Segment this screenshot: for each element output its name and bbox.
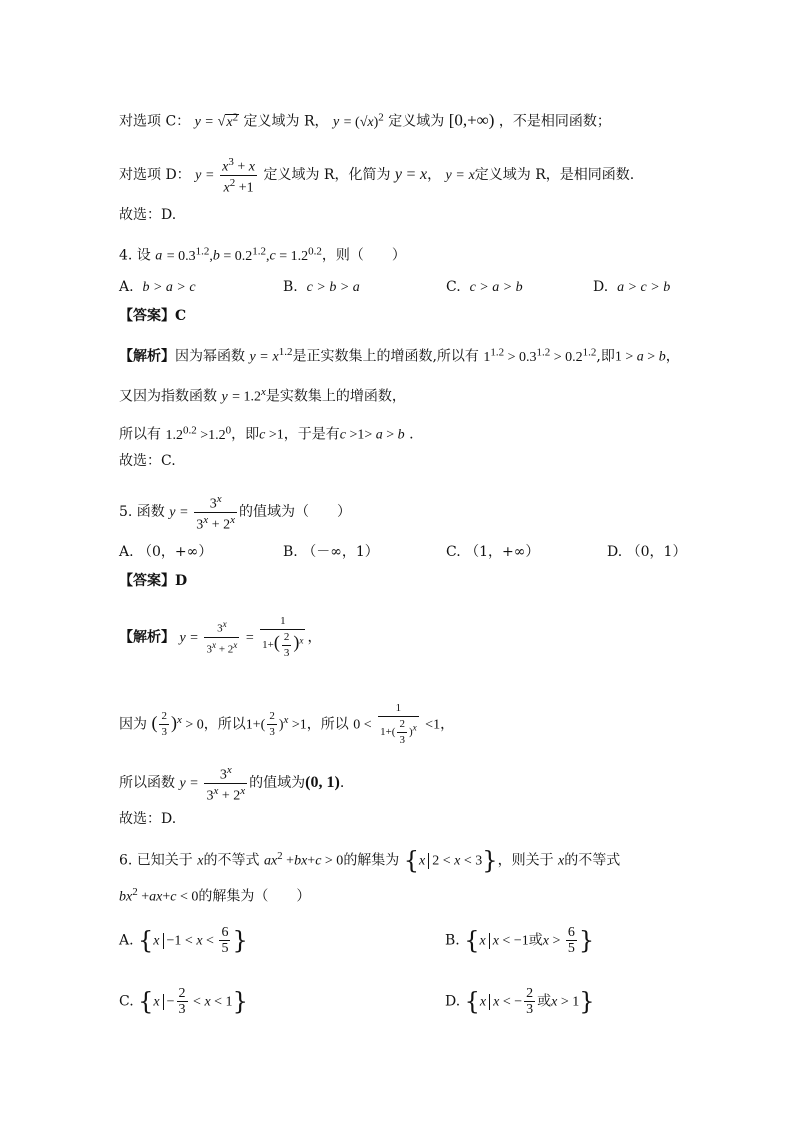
q6-option-c: C. {x − $\frac{2}{3}$ < x < 1} bbox=[119, 986, 248, 1017]
q3-option-d-domain1: 定义域为 R，化简为 bbox=[263, 167, 391, 184]
q5-number: 5. 函数 bbox=[119, 504, 165, 521]
q6-line1-c: 的解集为 bbox=[343, 852, 400, 869]
q5-analysis-line3: 所以函数 y = $\frac{3^x}{3^x + 2^x}$ 的值域为(0, 1). bbox=[119, 764, 345, 804]
q6-option-a: A. {x −1 < x < $\frac{6}{5}$ } bbox=[119, 925, 248, 956]
q4-option-b bbox=[283, 276, 360, 299]
q4-option-d-text: a > c > b bbox=[617, 280, 671, 295]
q5-option-c bbox=[446, 541, 539, 563]
q5-because: 因为 bbox=[119, 716, 147, 733]
q6-stem-line1: 6. 已知关于 x的不等式 $ax^2 +bx+c > 0$的解集为 {x 2 < x < 3}，则关于 x的不等式 bbox=[119, 846, 621, 875]
q5-analysis-frac4: $\frac{3^x}{3^x + 2^x}$ bbox=[206, 764, 246, 804]
q6-option-d-or: 或 bbox=[537, 993, 552, 1010]
q4-option-b-letter: B. bbox=[283, 279, 298, 295]
q4-analysis1-a: 因为幂函数 bbox=[175, 348, 245, 365]
q5-analysis-frac3: 1 1+( $\frac{2}{3}$ )$^x$ bbox=[380, 702, 417, 746]
q6-line1-a: 6. 已知关于 bbox=[119, 852, 193, 869]
q3-option-d-prefix: 对选项 D： bbox=[119, 167, 191, 184]
q4-option-b-text: c > b > a bbox=[306, 280, 360, 295]
q6-line2-b: 的解集为（ ） bbox=[198, 888, 311, 905]
q5-so-func: 所以函数 bbox=[119, 775, 175, 792]
q5-fraction: $\frac{3^x}{3^x + 2^x}$ bbox=[196, 493, 235, 533]
q6-option-d-letter: D. bbox=[445, 993, 461, 1010]
q4-analysis2-b: 是实数集上的增函数， bbox=[265, 388, 406, 405]
q4-analysis-line1: 【解析】因为幂函数 $y = x^{1.2}$是正实数集上的增函数,所以有 $1^{1.2} > 0.3^{1.2} > 0.2^{1.2}$,即1 > a > b， bbox=[119, 346, 680, 365]
q4-analysis-line2: 又因为指数函数 $y = 1.2^x$是实数集上的增函数， bbox=[119, 386, 406, 405]
q3-option-c-prefix: 对选项 C： bbox=[119, 113, 191, 130]
q5-option-c-letter: C. bbox=[446, 544, 461, 560]
q4-analysis-line3: 所以有 $1.2^{0.2} >1.2^0$，即c >1，于是有c >1> a > b . bbox=[119, 424, 414, 443]
q5-range-value: (0, 1) bbox=[305, 774, 340, 792]
q6-stem-line2: $bx^2 +ax+c < 0$的解集为（ ） bbox=[119, 886, 311, 905]
q5-option-a-letter: A. bbox=[119, 544, 134, 560]
q3-option-d-line: 对选项 D： y = $\frac{x^3 + x}{x^2 +1}$ 定义域为 R，化简为 y = x， y = x定义域为 R，是相同函数. bbox=[119, 156, 635, 196]
q4-option-c bbox=[446, 276, 523, 299]
q6-option-b-letter: B. bbox=[445, 932, 460, 949]
q4-analysis2-a: 又因为指数函数 bbox=[119, 388, 217, 405]
q5-final: 故选：D. bbox=[119, 811, 177, 827]
q5-option-b-letter: B. bbox=[283, 544, 298, 560]
q3-option-c-tail: ，不是相同函数； bbox=[498, 113, 611, 130]
q4-stem: 4. 设 $a = 0.3^{1.2},b = 0.2^{1.2},c = 1.2^{0.2}$，则（ ） bbox=[119, 245, 406, 264]
q6-option-c-letter: C. bbox=[119, 993, 134, 1010]
q3-option-d-domain2: 定义域为 R，是相同函数. bbox=[474, 167, 635, 184]
q5-option-d bbox=[607, 541, 686, 563]
q5-range-text: 的值域为 bbox=[249, 775, 306, 792]
q3-option-d-fraction: $\frac{x^3 + x}{x^2 +1}$ bbox=[222, 156, 256, 196]
q6-line1-d: ，则关于 bbox=[497, 852, 554, 869]
q6-option-a-letter: A. bbox=[119, 932, 134, 949]
q4-number: 4. 设 bbox=[119, 247, 151, 264]
q3-option-c-line: 对选项 C： $y = √x^2$ 定义域为 R， $y = (√x)^2$ 定义域为 [0,+∞) ，不是相同函数； bbox=[119, 110, 611, 130]
q4-analysis-label: 【解析】 bbox=[119, 348, 175, 365]
q6-option-b: B. {x x < −1或x > $\frac{6}{5}$ } bbox=[445, 925, 595, 956]
q4-tail: ，则（ ） bbox=[321, 247, 406, 264]
q5-so2: ，所以 bbox=[306, 716, 349, 733]
q6-option-b-or: 或 bbox=[528, 932, 543, 949]
q5-stem: 5. 函数 y = $\frac{3^x}{3^x + 2^x}$ 的值域为（ ） bbox=[119, 493, 351, 533]
q5-option-c-text: （1，+∞） bbox=[465, 544, 540, 560]
q5-analysis-line1: 【解析】 y = $\frac{3^x}{3^x + 2^x}$ = 1 1+( $\frac{2}{3}$ )$^x$ ， bbox=[119, 615, 322, 659]
q4-analysis3-c: ，于是有 bbox=[283, 426, 340, 443]
q5-option-a bbox=[119, 541, 212, 563]
q5-option-b-text: （－∞，1） bbox=[302, 544, 379, 560]
q3-option-c-domain2-label: 定义域为 bbox=[388, 113, 445, 130]
q6-option-d: D. {x x < − $\frac{2}{3}$ 或x > 1} bbox=[445, 986, 595, 1017]
q5-answer-label: 【答案】D bbox=[119, 573, 188, 589]
q5-so1: ，所以 bbox=[203, 716, 246, 733]
q3-option-c-interval: [0,+∞) bbox=[448, 110, 495, 130]
q5-option-a-text: （0，+∞） bbox=[138, 544, 213, 560]
q5-analysis-line2: 因为 ( $\frac{2}{3}$ )$^x$ > 0，所以1+( $\frac{2}{3}$ )$^x$ >1，所以 0 < 1 1+( $\frac{2}{3}$ )$^x$ <1， bbox=[119, 702, 455, 746]
q4-option-d bbox=[593, 276, 670, 299]
q4-analysis1-c: ,即 bbox=[596, 348, 615, 365]
q5-analysis-label: 【解析】 bbox=[119, 629, 175, 646]
q5-analysis-frac2: 1 1+( $\frac{2}{3}$ )$^x$ bbox=[262, 615, 304, 659]
q4-analysis1-b: 是正实数集上的增函数,所以有 bbox=[292, 348, 479, 365]
q4-analysis3-a: 所以有 bbox=[119, 426, 161, 443]
q4-option-a-letter: A. bbox=[119, 279, 134, 295]
q4-answer-label: 【答案】C bbox=[119, 308, 187, 324]
q5-option-d-text: （0，1） bbox=[626, 544, 687, 560]
q6-line1-b: 的不等式 bbox=[203, 852, 260, 869]
q4-option-a bbox=[119, 276, 196, 299]
q4-option-c-text: c > a > b bbox=[469, 280, 523, 295]
q6-line1-e: 的不等式 bbox=[564, 852, 621, 869]
q4-option-a-text: b > a > c bbox=[142, 280, 196, 295]
q5-option-d-letter: D. bbox=[607, 544, 623, 560]
q3-option-c-domain1: 定义域为 R， bbox=[243, 113, 329, 130]
q4-option-d-letter: D. bbox=[593, 279, 609, 295]
q4-analysis3-b: ，即 bbox=[231, 426, 260, 443]
q4-option-c-letter: C. bbox=[446, 279, 461, 295]
q5-analysis-frac1: $\frac{3^x}{3^x + 2^x}$ bbox=[206, 619, 238, 656]
q5-option-b bbox=[283, 541, 379, 563]
q4-final: 故选：C. bbox=[119, 453, 176, 469]
q5-tail: 的值域为（ ） bbox=[238, 504, 351, 521]
q3-answer: 故选：D. bbox=[119, 207, 177, 223]
